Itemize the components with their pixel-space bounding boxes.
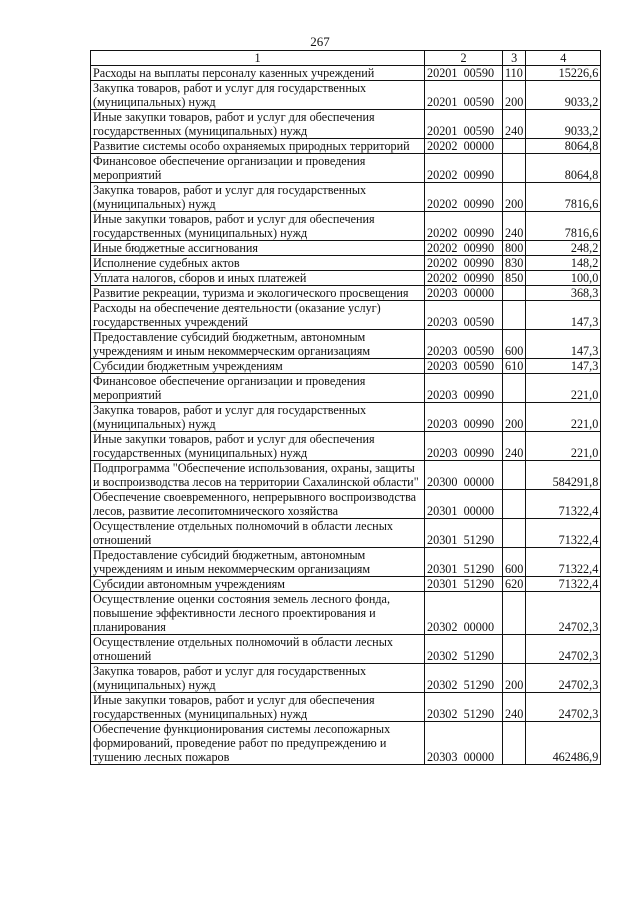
row-code-cell: 20203 00590 <box>425 301 503 330</box>
table-body <box>91 66 601 765</box>
table-row <box>91 110 601 139</box>
row-code-cell: 20301 51290 <box>425 577 503 592</box>
row-type-cell: 800 <box>503 241 526 256</box>
row-name-cell: Обеспечение своевременного, непрерывного воспроизводства лесов, развитие лесопитомнического хозяйства <box>91 490 425 519</box>
table-row <box>91 635 601 664</box>
table-row <box>91 183 601 212</box>
row-name-cell: Иные закупки товаров, работ и услуг для обеспечения государственных (муниципальных) нужд <box>91 110 425 139</box>
budget-table <box>90 50 601 765</box>
row-name-cell: Подпрограмма "Обеспечение использования, охраны, защиты и воспроизводства лесов на территории Сахалинской области" <box>91 461 425 490</box>
row-amount-cell: 8064,8 <box>526 154 601 183</box>
row-code-cell: 20203 00990 <box>425 403 503 432</box>
row-code-cell: 20201 00590 <box>425 110 503 139</box>
row-type-cell <box>503 154 526 183</box>
row-type-cell <box>503 519 526 548</box>
row-amount-cell: 221,0 <box>526 403 601 432</box>
row-name-cell: Уплата налогов, сборов и иных платежей <box>91 271 425 286</box>
row-type-cell: 830 <box>503 256 526 271</box>
row-type-cell: 200 <box>503 403 526 432</box>
row-type-cell <box>503 301 526 330</box>
row-code-cell: 20202 00990 <box>425 271 503 286</box>
row-name-cell: Иные бюджетные ассигнования <box>91 241 425 256</box>
row-name-cell: Осуществление оценки состояния земель лесного фонда, повышение эффективности лесного проектирования и планирования <box>91 592 425 635</box>
row-type-cell: 850 <box>503 271 526 286</box>
table-row <box>91 548 601 577</box>
table-row <box>91 359 601 374</box>
row-type-cell: 200 <box>503 183 526 212</box>
row-type-cell: 240 <box>503 110 526 139</box>
row-amount-cell: 15226,6 <box>526 66 601 81</box>
row-name-cell: Осуществление отдельных полномочий в области лесных отношений <box>91 519 425 548</box>
row-amount-cell: 71322,4 <box>526 548 601 577</box>
row-code-cell: 20300 00000 <box>425 461 503 490</box>
row-type-cell: 240 <box>503 693 526 722</box>
row-type-cell <box>503 374 526 403</box>
row-amount-cell: 147,3 <box>526 330 601 359</box>
row-code-cell: 20202 00990 <box>425 212 503 241</box>
row-code-cell: 20202 00990 <box>425 183 503 212</box>
table-row <box>91 432 601 461</box>
row-type-cell <box>503 592 526 635</box>
row-type-cell <box>503 490 526 519</box>
row-name-cell: Предоставление субсидий бюджетным, автономным учреждениям и иным некоммерческим организациям <box>91 330 425 359</box>
row-amount-cell: 368,3 <box>526 286 601 301</box>
row-amount-cell: 147,3 <box>526 359 601 374</box>
row-code-cell: 20202 00990 <box>425 256 503 271</box>
table-row <box>91 271 601 286</box>
row-amount-cell: 24702,3 <box>526 664 601 693</box>
row-code-cell: 20203 00990 <box>425 374 503 403</box>
row-name-cell: Развитие системы особо охраняемых природных территорий <box>91 139 425 154</box>
row-amount-cell: 8064,8 <box>526 139 601 154</box>
table-row <box>91 154 601 183</box>
row-name-cell: Развитие рекреации, туризма и экологического просвещения <box>91 286 425 301</box>
row-amount-cell: 24702,3 <box>526 635 601 664</box>
table-row <box>91 139 601 154</box>
table-row <box>91 374 601 403</box>
row-amount-cell: 462486,9 <box>526 722 601 765</box>
row-name-cell: Осуществление отдельных полномочий в области лесных отношений <box>91 635 425 664</box>
table-row <box>91 461 601 490</box>
table-row <box>91 577 601 592</box>
row-amount-cell: 71322,4 <box>526 490 601 519</box>
row-code-cell: 20302 51290 <box>425 664 503 693</box>
table-row <box>91 330 601 359</box>
row-type-cell: 600 <box>503 548 526 577</box>
row-amount-cell: 24702,3 <box>526 693 601 722</box>
row-code-cell: 20201 00590 <box>425 81 503 110</box>
column-header-name: 1 <box>91 51 425 66</box>
table-row <box>91 212 601 241</box>
column-header-type: 3 <box>503 51 526 66</box>
row-amount-cell: 7816,6 <box>526 183 601 212</box>
row-name-cell: Финансовое обеспечение организации и проведения мероприятий <box>91 374 425 403</box>
row-amount-cell: 248,2 <box>526 241 601 256</box>
row-type-cell <box>503 286 526 301</box>
row-code-cell: 20302 51290 <box>425 635 503 664</box>
table-row <box>91 693 601 722</box>
row-amount-cell: 7816,6 <box>526 212 601 241</box>
row-amount-cell: 9033,2 <box>526 81 601 110</box>
row-code-cell: 20302 51290 <box>425 693 503 722</box>
row-code-cell: 20301 51290 <box>425 548 503 577</box>
table-row <box>91 286 601 301</box>
row-amount-cell: 9033,2 <box>526 110 601 139</box>
row-name-cell: Расходы на выплаты персоналу казенных учреждений <box>91 66 425 81</box>
row-code-cell: 20202 00000 <box>425 139 503 154</box>
row-code-cell: 20203 00590 <box>425 359 503 374</box>
row-type-cell: 200 <box>503 664 526 693</box>
row-code-cell: 20303 00000 <box>425 722 503 765</box>
row-type-cell: 110 <box>503 66 526 81</box>
row-name-cell: Предоставление субсидий бюджетным, автономным учреждениям и иным некоммерческим организациям <box>91 548 425 577</box>
row-amount-cell: 221,0 <box>526 374 601 403</box>
row-name-cell: Закупка товаров, работ и услуг для государственных (муниципальных) нужд <box>91 403 425 432</box>
header-row <box>91 51 601 66</box>
row-code-cell: 20201 00590 <box>425 66 503 81</box>
table-row <box>91 664 601 693</box>
row-name-cell: Закупка товаров, работ и услуг для государственных (муниципальных) нужд <box>91 183 425 212</box>
page-number: 267 <box>310 34 330 49</box>
row-code-cell: 20202 00990 <box>425 241 503 256</box>
row-name-cell: Закупка товаров, работ и услуг для государственных (муниципальных) нужд <box>91 664 425 693</box>
table-row <box>91 241 601 256</box>
row-name-cell: Субсидии бюджетным учреждениям <box>91 359 425 374</box>
row-type-cell: 240 <box>503 432 526 461</box>
row-code-cell: 20203 00000 <box>425 286 503 301</box>
table-row <box>91 81 601 110</box>
row-type-cell: 610 <box>503 359 526 374</box>
row-type-cell <box>503 461 526 490</box>
row-code-cell: 20302 00000 <box>425 592 503 635</box>
table-row <box>91 592 601 635</box>
row-name-cell: Расходы на обеспечение деятельности (оказание услуг) государственных учреждений <box>91 301 425 330</box>
row-amount-cell: 148,2 <box>526 256 601 271</box>
row-code-cell: 20202 00990 <box>425 154 503 183</box>
row-code-cell: 20301 51290 <box>425 519 503 548</box>
row-amount-cell: 221,0 <box>526 432 601 461</box>
row-name-cell: Иные закупки товаров, работ и услуг для обеспечения государственных (муниципальных) нужд <box>91 693 425 722</box>
row-amount-cell: 584291,8 <box>526 461 601 490</box>
row-name-cell: Субсидии автономным учреждениям <box>91 577 425 592</box>
row-name-cell: Закупка товаров, работ и услуг для государственных (муниципальных) нужд <box>91 81 425 110</box>
row-amount-cell: 100,0 <box>526 271 601 286</box>
table-row <box>91 519 601 548</box>
column-header-code: 2 <box>425 51 503 66</box>
row-name-cell: Иные закупки товаров, работ и услуг для обеспечения государственных (муниципальных) нужд <box>91 432 425 461</box>
row-type-cell: 620 <box>503 577 526 592</box>
row-amount-cell: 71322,4 <box>526 519 601 548</box>
row-name-cell: Обеспечение функционирования системы лесопожарных формирований, проведение работ по предупреждению и тушению лесных пожаров <box>91 722 425 765</box>
row-amount-cell: 71322,4 <box>526 577 601 592</box>
row-amount-cell: 147,3 <box>526 301 601 330</box>
row-type-cell: 240 <box>503 212 526 241</box>
row-code-cell: 20203 00590 <box>425 330 503 359</box>
row-name-cell: Финансовое обеспечение организации и проведения мероприятий <box>91 154 425 183</box>
table-header <box>91 51 601 66</box>
row-code-cell: 20301 00000 <box>425 490 503 519</box>
row-type-cell <box>503 722 526 765</box>
row-type-cell <box>503 635 526 664</box>
table-row <box>91 256 601 271</box>
row-type-cell <box>503 139 526 154</box>
row-name-cell: Иные закупки товаров, работ и услуг для обеспечения государственных (муниципальных) нужд <box>91 212 425 241</box>
row-code-cell: 20203 00990 <box>425 432 503 461</box>
table-row <box>91 301 601 330</box>
table-row <box>91 722 601 765</box>
table-row <box>91 490 601 519</box>
table-row <box>91 403 601 432</box>
row-amount-cell: 24702,3 <box>526 592 601 635</box>
row-type-cell: 200 <box>503 81 526 110</box>
row-name-cell: Исполнение судебных актов <box>91 256 425 271</box>
column-header-amount: 4 <box>526 51 601 66</box>
row-type-cell: 600 <box>503 330 526 359</box>
table-row <box>91 66 601 81</box>
